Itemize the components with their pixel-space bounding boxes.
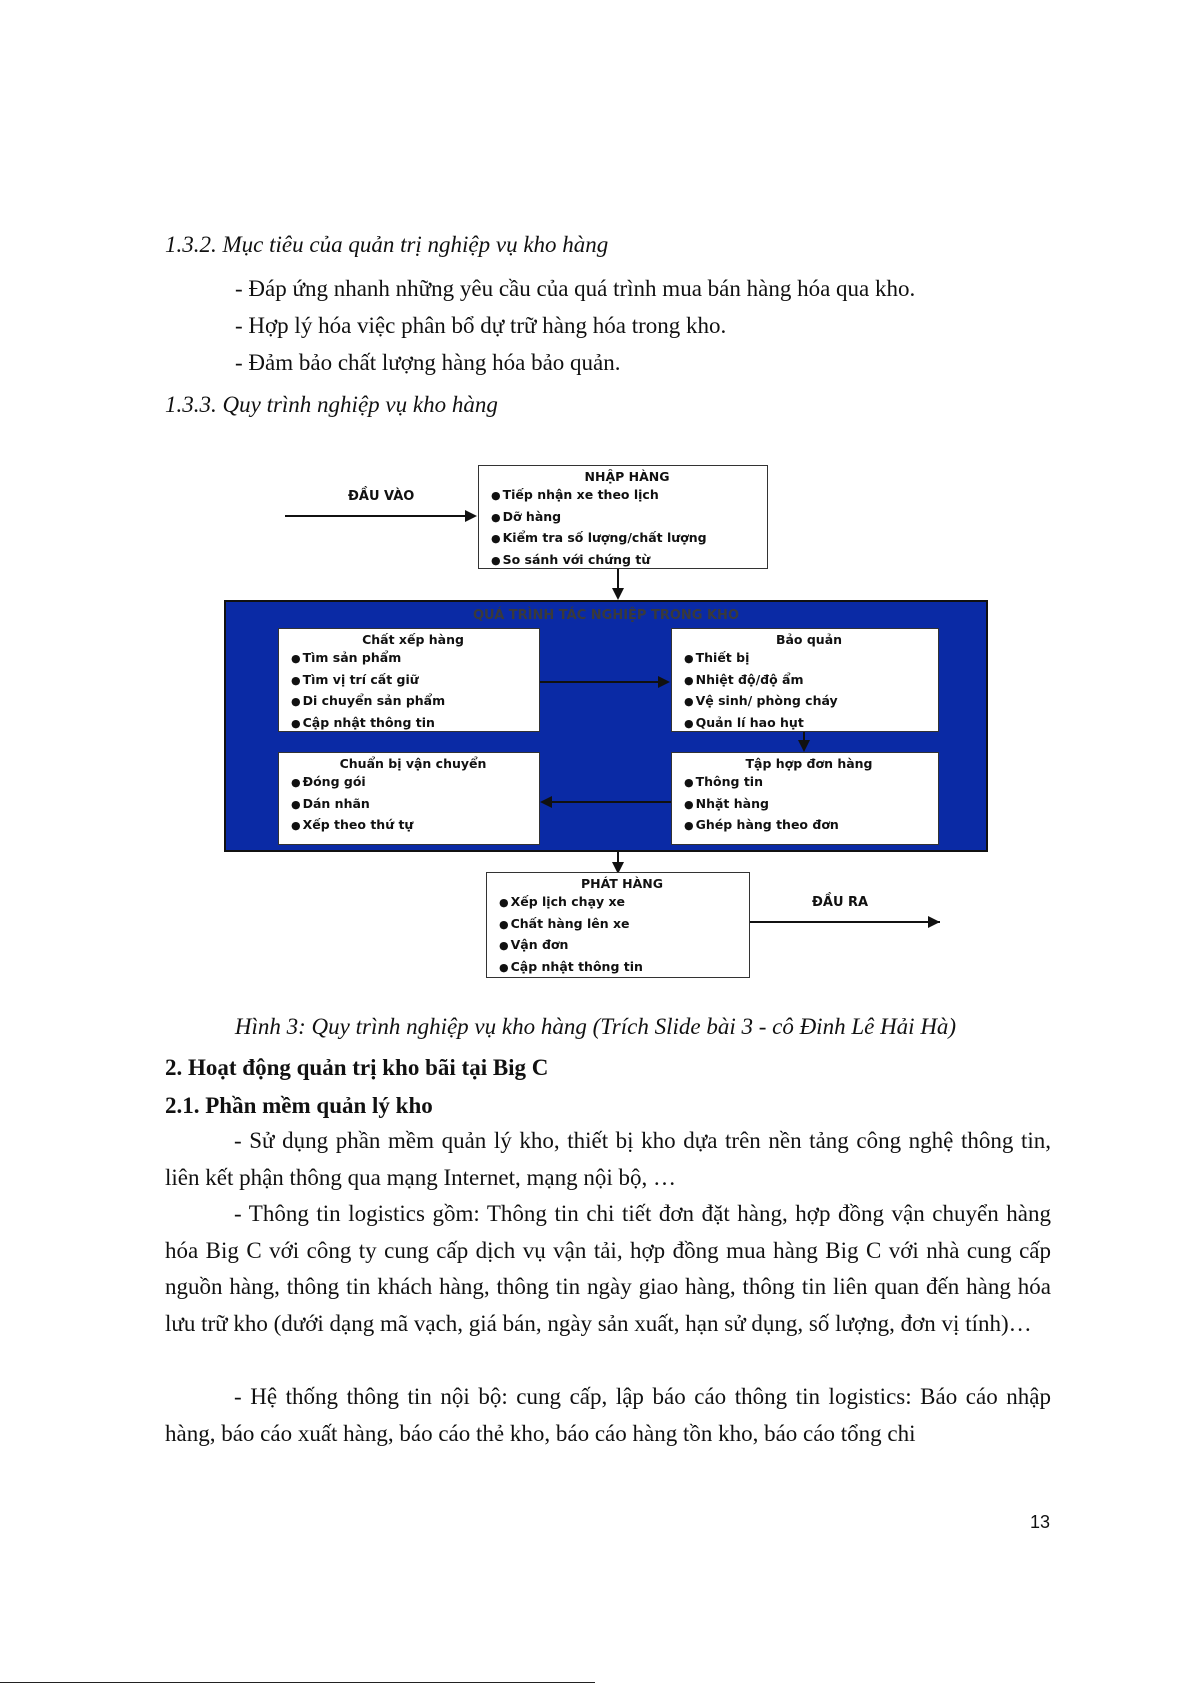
- input-label: ĐẦU VÀO: [348, 489, 415, 504]
- chat-xep-item: ● Tìm sản phẩm: [291, 648, 535, 670]
- section-heading-2: 2. Hoạt động quản trị kho bãi tại Big C: [165, 1055, 549, 1080]
- section-heading-1-3-2: 1.3.2. Mục tiêu của quản trị nghiệp vụ kho hàng: [165, 232, 609, 257]
- paragraph-1-text: - Sử dụng phần mềm quản lý kho, thiết bị kho dựa trên nền tảng công nghệ thông tin, liên kết phận thông qua mạng Internet, mạng nội bộ, …: [165, 1128, 1051, 1190]
- objective-item-1: - Đáp ứng nhanh những yêu cầu của quá trình mua bán hàng hóa qua kho.: [235, 276, 916, 301]
- chat-xep-box: [278, 628, 540, 732]
- process-title: QUÁ TRÌNH TÁC NGHIỆP TRONG KHO: [473, 608, 739, 623]
- chuan-bi-item: ● Xếp theo thứ tự: [291, 815, 535, 837]
- arrow-left-mid-line: [552, 801, 671, 803]
- arrow-right-mid-head: [658, 676, 670, 688]
- chuan-bi-box: [278, 752, 540, 845]
- chuan-bi-title: Chuẩn bị vận chuyển: [339, 756, 487, 771]
- section-heading-2-1: 2.1. Phần mềm quản lý kho: [165, 1093, 433, 1118]
- objective-item-3: - Đảm bảo chất lượng hàng hóa bảo quản.: [235, 350, 621, 375]
- bao-quan-item: ● Vệ sinh/ phòng cháy: [684, 691, 934, 713]
- bao-quan-item: ● Nhiệt độ/độ ẩm: [684, 670, 934, 692]
- phat-hang-item: ● Chất hàng lên xe: [499, 914, 745, 936]
- tap-hop-item: ● Thông tin: [684, 772, 934, 794]
- chuan-bi-item: ● Dán nhãn: [291, 794, 535, 816]
- tap-hop-item: ● Ghép hàng theo đơn: [684, 815, 934, 837]
- arrow-right-mid-line: [540, 681, 658, 683]
- section-heading-1-3-3: 1.3.3. Quy trình nghiệp vụ kho hàng: [165, 392, 498, 417]
- phat-hang-box: [486, 872, 750, 978]
- nhap-hang-item: ● Tiếp nhận xe theo lịch: [491, 485, 763, 507]
- bao-quan-item: ● Thiết bị: [684, 648, 934, 670]
- bao-quan-box: [671, 628, 939, 732]
- chat-xep-item: ● Di chuyển sản phẩm: [291, 691, 535, 713]
- output-label: ĐẦU RA: [812, 895, 869, 910]
- output-arrow-head: [928, 916, 940, 928]
- bao-quan-title: Bảo quản: [775, 632, 843, 647]
- input-arrow-head: [465, 510, 477, 522]
- nhap-hang-box: [478, 465, 768, 569]
- chuan-bi-item: ● Đóng gói: [291, 772, 535, 794]
- paragraph-2: [165, 1196, 1051, 1342]
- input-arrow-line: [285, 515, 465, 517]
- phat-hang-item: ● Cập nhật thông tin: [499, 957, 745, 979]
- nhap-hang-item: ● Dỡ hàng: [491, 507, 763, 529]
- page-number: 13: [1030, 1512, 1051, 1532]
- nhap-hang-item: ● So sánh với chứng từ: [491, 550, 763, 572]
- arrow-down-1-line: [617, 569, 619, 589]
- nhap-hang-item: ● Kiểm tra số lượng/chất lượng: [491, 528, 763, 550]
- chat-xep-item: ● Cập nhật thông tin: [291, 713, 535, 735]
- paragraph-2-text: - Thông tin logistics gồm: Thông tin chi tiết đơn đặt hàng, hợp đồng vận chuyển hàng hóa Big C với công ty cung cấp dịch vụ vận tải, hợp đồng mua hàng Big C với nhà cung cấp nguồn hàng, thông tin khách hàng, thông tin ngày giao hàng, thông tin liên quan đến hàng hóa lưu trữ kho (dưới dạng mã vạch, giá bán, ngày sản xuất, hạn sử dụng, số lượng, đơn vị tính)…: [165, 1201, 1051, 1336]
- paragraph-1: [165, 1123, 1051, 1196]
- footer-rule: [0, 1682, 595, 1683]
- output-arrow-line: [750, 921, 940, 923]
- nhap-hang-title: NHẬP HÀNG: [584, 469, 670, 484]
- phat-hang-title: PHÁT HÀNG: [580, 876, 664, 891]
- tap-hop-title: Tập hợp đơn hàng: [745, 756, 873, 771]
- tap-hop-item: ● Nhặt hàng: [684, 794, 934, 816]
- arrow-left-mid-head: [540, 796, 552, 808]
- chat-xep-title: Chất xếp hàng: [362, 632, 464, 647]
- objective-item-2: - Hợp lý hóa việc phân bổ dự trữ hàng hóa trong kho.: [235, 313, 727, 338]
- phat-hang-item: ● Vận đơn: [499, 935, 745, 957]
- phat-hang-item: ● Xếp lịch chạy xe: [499, 892, 745, 914]
- chat-xep-item: ● Tìm vị trí cất giữ: [291, 670, 535, 692]
- paragraph-3: [165, 1379, 1051, 1452]
- bao-quan-item: ● Quản lí hao hụt: [684, 713, 934, 735]
- arrow-down-1-head: [612, 588, 624, 600]
- arrow-down-2-head: [798, 740, 810, 752]
- tap-hop-box: [671, 752, 939, 845]
- figure-caption: Hình 3: Quy trình nghiệp vụ kho hàng (Trích Slide bài 3 - cô Đinh Lê Hải Hà): [234, 1014, 957, 1039]
- paragraph-3-text: - Hệ thống thông tin nội bộ: cung cấp, lập báo cáo thông tin logistics: Báo cáo nhập hàng, báo cáo xuất hàng, báo cáo thẻ kho, báo cáo hàng tồn kho, báo cáo tổng chi: [165, 1384, 1051, 1446]
